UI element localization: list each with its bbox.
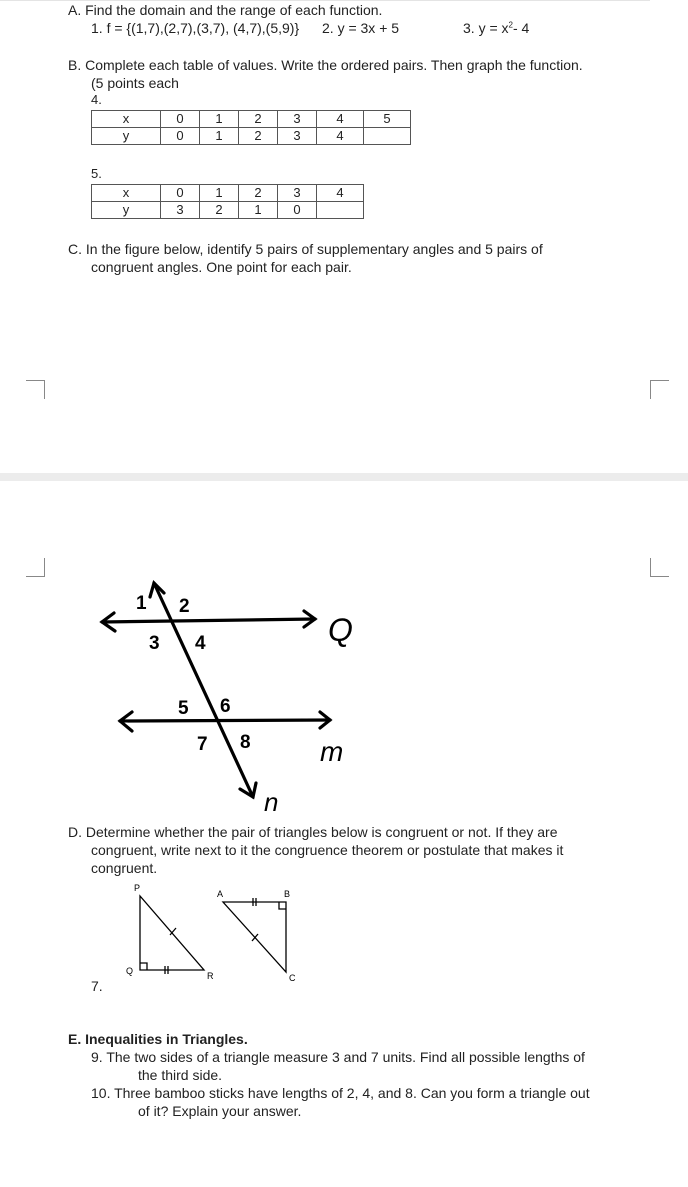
- angle-label-7: 7: [197, 734, 208, 755]
- page-corner-mark: [650, 558, 669, 577]
- table-cell: 4: [317, 185, 364, 202]
- angle-label-5: 5: [178, 698, 189, 719]
- section-a-item-1: 1. f = {(1,7),(2,7),(3,7), (4,7),(5,9)}: [91, 20, 300, 36]
- page-top-rule: [0, 0, 650, 1]
- section-e-item-9-line-2: the third side.: [138, 1067, 223, 1083]
- angle-label-8: 8: [240, 732, 251, 753]
- triangle-abc: [223, 902, 286, 972]
- vertex-label-p: P: [134, 883, 141, 893]
- page-break-gap: [0, 473, 688, 481]
- right-angle-q: [140, 963, 147, 970]
- table-cell: 1: [200, 128, 239, 145]
- table-cell: 0: [278, 202, 317, 219]
- table-cell: [317, 202, 364, 219]
- table-cell: 3: [278, 128, 317, 145]
- table-4: [91, 110, 411, 145]
- section-d-heading-line-3: congruent.: [91, 860, 158, 876]
- line-q-label: Q: [328, 612, 353, 648]
- section-b-heading: B. Complete each table of values. Write the ordered pairs. Then graph the function.: [68, 57, 583, 73]
- table-cell: 0: [161, 128, 200, 145]
- vertex-label-r: R: [207, 971, 214, 981]
- table-cell: 1: [200, 185, 239, 202]
- vertex-label-b: B: [284, 889, 291, 899]
- page-corner-mark: [650, 380, 669, 399]
- table-cell: 2: [200, 202, 239, 219]
- table-cell: 4: [317, 111, 364, 128]
- table-cell: [364, 128, 411, 145]
- section-b-points: (5 points each: [91, 75, 179, 91]
- section-c-heading-line-1: C. In the figure below, identify 5 pairs of supplementary angles and 5 pairs of: [68, 241, 543, 257]
- vertex-label-a: A: [217, 889, 224, 899]
- table-row: [92, 111, 411, 128]
- section-c-heading-line-2: congruent angles. One point for each pair.: [91, 259, 352, 275]
- table-5-label: 5.: [91, 166, 102, 181]
- table-5: [91, 184, 364, 219]
- section-a-heading: A. Find the domain and the range of each function.: [68, 2, 383, 18]
- table-cell: 3: [278, 111, 317, 128]
- table-cell: 3: [161, 202, 200, 219]
- table-4-label: 4.: [91, 92, 102, 107]
- table-cell: 4: [317, 128, 364, 145]
- table-cell: y: [92, 202, 161, 219]
- section-e-heading-text: E. Inequalities in Triangles.: [68, 1031, 248, 1047]
- angle-label-2: 2: [179, 596, 190, 617]
- triangles-figure: [118, 880, 308, 985]
- section-a-item-3: [463, 20, 529, 36]
- transversal-n: [154, 583, 253, 797]
- table-row: [92, 128, 411, 145]
- section-d-heading-line-2: congruent, write next to it the congruence theorem or postulate that makes it: [91, 842, 564, 858]
- table-row: [92, 202, 364, 219]
- table-cell: 1: [200, 111, 239, 128]
- page-corner-mark: [26, 558, 45, 577]
- section-e-item-10-line-1: 10. Three bamboo sticks have lengths of 2, 4, and 8. Can you form a triangle out: [91, 1085, 590, 1101]
- angle-label-1: 1: [136, 593, 147, 614]
- line-m-label: m: [320, 736, 344, 767]
- table-cell: x: [92, 111, 161, 128]
- table-row: [92, 185, 364, 202]
- table-cell: 2: [239, 185, 278, 202]
- right-angle-b: [279, 902, 286, 909]
- section-d-item-7: 7.: [91, 978, 103, 994]
- table-cell: 0: [161, 111, 200, 128]
- table-cell: 0: [161, 185, 200, 202]
- vertex-label-c: C: [289, 973, 296, 983]
- table-cell: 2: [239, 128, 278, 145]
- angle-label-6: 6: [220, 696, 231, 717]
- item-3-base: 3. y = x: [463, 20, 509, 36]
- line-q: [102, 619, 315, 622]
- line-n-label: n: [264, 787, 279, 815]
- vertex-label-q: Q: [126, 966, 134, 976]
- table-cell: 5: [364, 111, 411, 128]
- line-m: [120, 720, 330, 721]
- table-cell: x: [92, 185, 161, 202]
- section-e-item-10-line-2: of it? Explain your answer.: [138, 1103, 302, 1119]
- section-e-heading: [68, 1031, 248, 1047]
- table-cell: y: [92, 128, 161, 145]
- section-a-item-2: 2. y = 3x + 5: [322, 20, 400, 36]
- angle-label-3: 3: [149, 633, 160, 654]
- section-d-heading-line-1: D. Determine whether the pair of triangles below is congruent or not. If they are: [68, 824, 558, 840]
- table-cell: 3: [278, 185, 317, 202]
- table-cell: 1: [239, 202, 278, 219]
- section-e-item-9-line-1: 9. The two sides of a triangle measure 3 and 7 units. Find all possible lengths of: [91, 1049, 585, 1065]
- item-3-suffix: - 4: [512, 20, 530, 36]
- angle-label-4: 4: [195, 633, 206, 654]
- item-3-exponent: 2: [508, 20, 513, 30]
- page-corner-mark: [26, 380, 45, 399]
- table-cell: 2: [239, 111, 278, 128]
- parallel-lines-figure: [90, 575, 390, 815]
